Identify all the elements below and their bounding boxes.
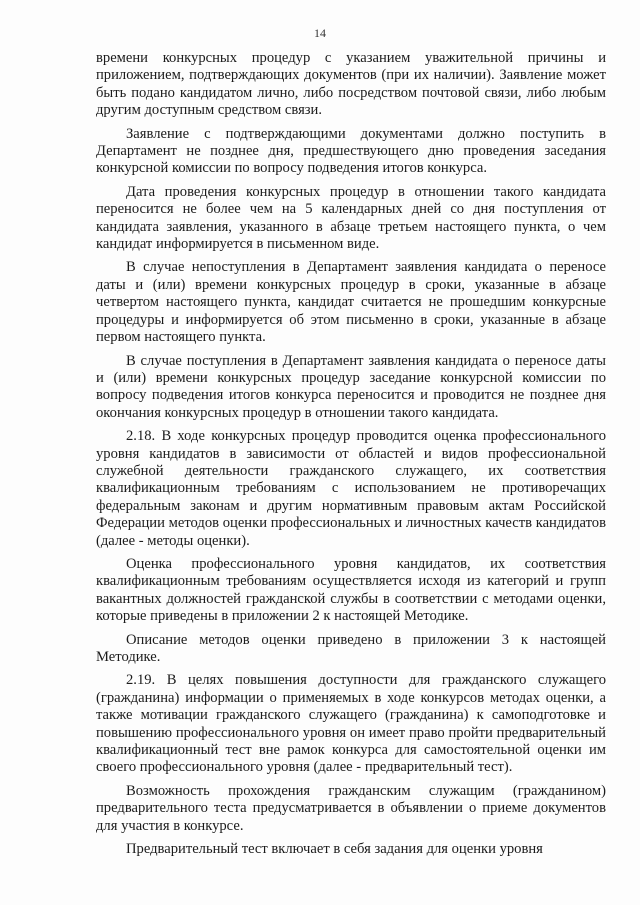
paragraph-3: Дата проведения конкурсных процедур в отношении такого кандидата переносится не более чем на 5 календарных дней со дня поступления от кандидата заявления, указанного в абзаце третьем настоящего пункта, о чем кандидат информируется в письменном виде. <box>96 183 606 253</box>
paragraph-11: Предварительный тест включает в себя задания для оценки уровня <box>126 841 543 858</box>
paragraph-8: Описание методов оценки приведено в приложении 3 к настоящей Методике. <box>96 631 606 665</box>
paragraph-7: Оценка профессионального уровня кандидатов, их соответствия квалификационным требованиям осуществляется исходя из категорий и групп вакантных должностей гражданской службы в соответствии с методами оценки, которые приведены в приложении 2 к настоящей Методике. <box>96 555 606 625</box>
paragraph-9: 2.19. В целях повышения доступности для гражданского служащего (гражданина) информации о применяемых в ходе конкурсов методах оценки, а также мотивации гражданского служащего (гражданина) к самоподготовке и повышению профессионального уровня он имеет право пройти предварительный квалификационный тест вне рамок конкурса для самостоятельной оценки им своего профессионального уровня (далее - предварительный тест). <box>96 672 606 776</box>
paragraph-6: 2.18. В ходе конкурсных процедур проводится оценка профессионального уровня кандидатов в зависимости от областей и видов профессиональной служебной деятельности гражданского служащего, их соответствия квалификационным требованиям с использованием не противоречащих федеральным законам и другим нормативным правовым актам Российской Федерации методов оценки профессиональных и личностных качеств кандидатов (далее - методы оценки). <box>96 428 606 549</box>
paragraph-1: времени конкурсных процедур с указанием уважительной причины и приложением, подтверждающих документов (при их наличии). Заявление может быть подано кандидатом лично, либо посредством почтовой связи, либо любым другим доступным средством связи. <box>96 50 606 119</box>
paragraph-4: В случае непоступления в Департамент заявления кандидата о переносе даты и (или) времени конкурсных процедур в сроки, указанные в абзаце четвертом настоящего пункта, кандидат считается не прошедшим конкурсные процедуры и информируется об этом письменно в сроки, указанные в абзаце первом настоящего пункта. <box>96 259 606 346</box>
paragraph-5: В случае поступления в Департамент заявления кандидата о переносе даты и (или) времени конкурсных процедур заседание конкурсной комиссии по вопросу подведения итогов конкурса переносится и проводится не позднее дня окончания конкурсных процедур в отношении такого кандидата. <box>96 352 606 421</box>
document-body <box>96 50 606 858</box>
paragraph-10: Возможность прохождения гражданским служащим (гражданином) предварительного теста предусматривается в объявлении о приеме документов для участия в конкурсе. <box>96 782 606 834</box>
page-number: 14 <box>314 26 326 40</box>
paragraph-2: Заявление с подтверждающими документами должно поступить в Департамент не позднее дня, предшествующего дню проведения заседания конкурсной комиссии по вопросу подведения итогов конкурса. <box>96 125 606 177</box>
